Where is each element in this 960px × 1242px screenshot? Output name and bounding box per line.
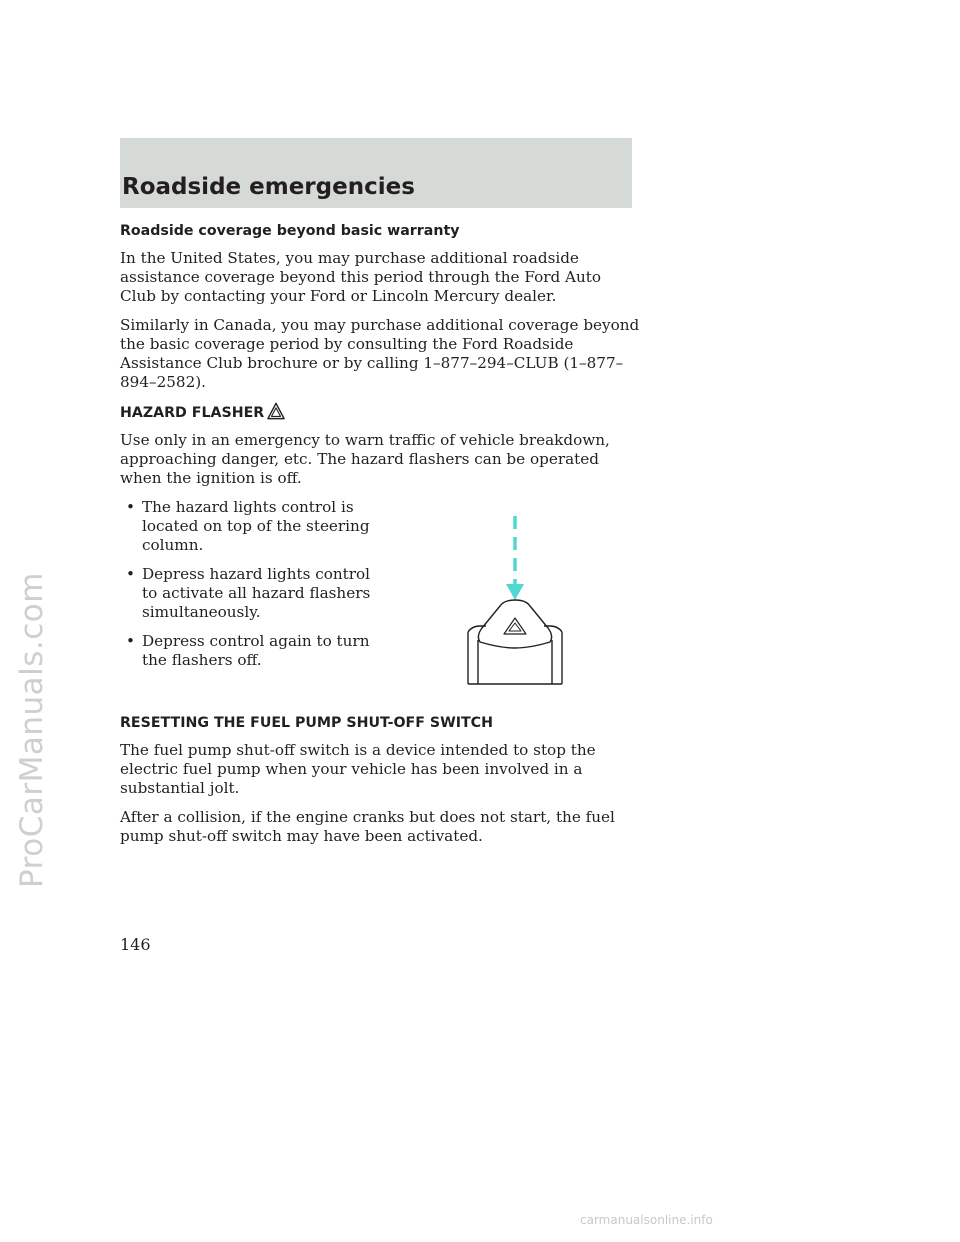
- coverage-paragraph-us: In the United States, you may purchase additional roadside assistance coverage beyond this period through the Ford Auto Club by contacting your Ford or Lincoln Mercury dealer.: [120, 249, 602, 305]
- list-item-text: Depress hazard lights control to activate all hazard flashers simultaneously.: [142, 565, 371, 621]
- side-watermark-text: ProCarManuals.com: [14, 572, 50, 888]
- hazard-control-illustration: [458, 510, 570, 690]
- bullet-marker: •: [126, 498, 135, 516]
- coverage-heading: Roadside coverage beyond basic warranty: [120, 223, 460, 239]
- list-item: [120, 565, 380, 622]
- list-item: [120, 632, 380, 670]
- hazard-heading: [120, 402, 640, 422]
- location-arrow: [506, 516, 524, 600]
- section-header-band: [120, 138, 632, 208]
- hazard-intro: Use only in an emergency to warn traffic of vehicle breakdown, approaching danger, etc. The hazard flashers can be operated when the ignition is off.: [120, 431, 610, 487]
- hazard-button-drawing: [468, 600, 562, 684]
- bullet-marker: •: [126, 632, 135, 650]
- bullet-marker: •: [126, 565, 135, 583]
- hazard-heading-text: HAZARD FLASHER: [120, 405, 265, 421]
- list-item-text: Depress control again to turn the flashers off.: [142, 632, 370, 669]
- bottom-watermark: carmanualsonline.info: [580, 1213, 713, 1227]
- list-item: [120, 498, 380, 555]
- fuel-pump-paragraph-1: The fuel pump shut-off switch is a device intended to stop the electric fuel pump when your vehicle has been involved in a substantial jolt.: [120, 741, 596, 797]
- page-content: [120, 222, 640, 856]
- page-number: 146: [120, 935, 151, 954]
- coverage-paragraph-canada: Similarly in Canada, you may purchase additional coverage beyond the basic coverage period by consulting the Ford Roadside Assistance Club brochure or by calling 1–877–294–CLUB (1–877–894–2582).: [120, 316, 640, 391]
- hazard-instructions: [120, 498, 640, 704]
- fuel-pump-paragraph-2: After a collision, if the engine cranks but does not start, the fuel pump shut-off switch may have been activated.: [120, 808, 615, 845]
- hazard-bullet-list: [120, 498, 380, 670]
- fuel-pump-heading: RESETTING THE FUEL PUMP SHUT-OFF SWITCH: [120, 715, 493, 731]
- side-watermark: [2, 510, 62, 950]
- list-item-text: The hazard lights control is located on top of the steering column.: [142, 498, 370, 554]
- hazard-triangle-icon: [267, 402, 285, 420]
- section-title: Roadside emergencies: [122, 174, 415, 200]
